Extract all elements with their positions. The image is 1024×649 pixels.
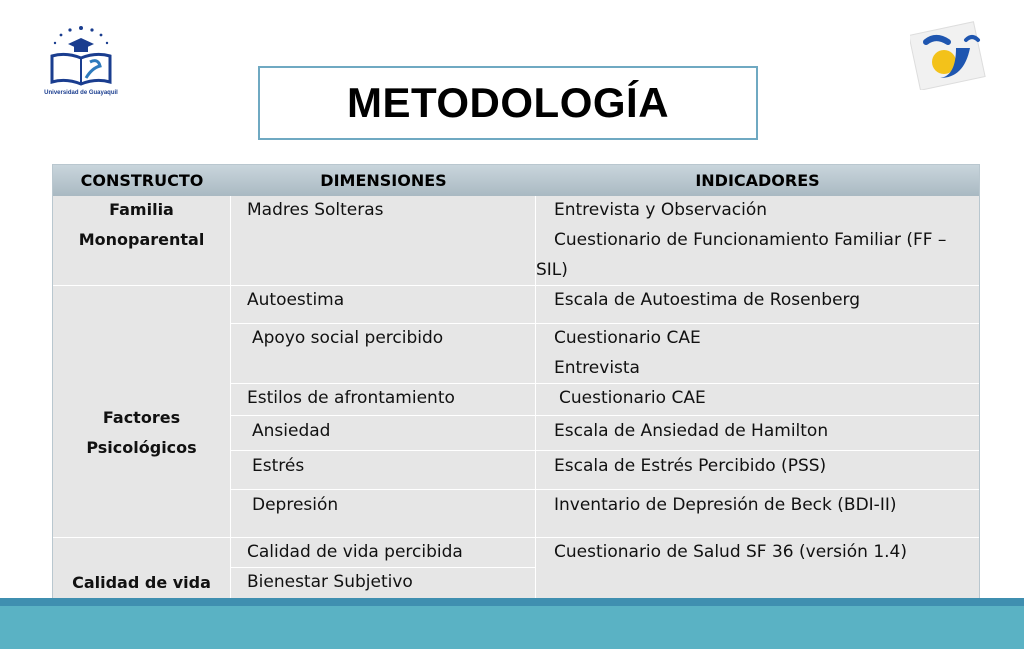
title-box bbox=[258, 66, 758, 140]
construct-line: Monoparental bbox=[78, 230, 205, 249]
dimension-cell bbox=[231, 286, 536, 324]
dimension-cell bbox=[231, 568, 536, 598]
dimension-text: Autoestima bbox=[247, 290, 345, 310]
dimension-text: Estrés bbox=[252, 456, 305, 476]
indicator-text: SIL) bbox=[536, 260, 568, 280]
methodology-table bbox=[52, 164, 980, 599]
dimension-text: Depresión bbox=[252, 495, 339, 515]
indicator-cell bbox=[536, 324, 979, 384]
indicator-text: Cuestionario de Funcionamiento Familiar (FF – bbox=[554, 230, 947, 250]
indicator-cell bbox=[536, 416, 979, 451]
indicator-text: Cuestionario de Salud SF 36 (versión 1.4) bbox=[554, 542, 907, 562]
dimension-text: Ansiedad bbox=[252, 421, 331, 441]
indicator-text: Cuestionario CAE bbox=[554, 328, 701, 348]
construct-familia bbox=[53, 196, 231, 286]
construct-factores bbox=[53, 286, 231, 538]
dimension-cell bbox=[231, 538, 536, 568]
indicator-cell bbox=[536, 538, 979, 598]
page-title: METODOLOGÍA bbox=[346, 79, 670, 126]
footer-band bbox=[0, 606, 1024, 649]
dimension-text: Estilos de afrontamiento bbox=[247, 388, 455, 408]
header-indicadores: INDICADORES bbox=[536, 165, 979, 196]
indicator-text: Entrevista bbox=[554, 358, 640, 378]
construct-line: Factores bbox=[102, 408, 181, 427]
dimension-text: Calidad de vida percibida bbox=[247, 542, 463, 562]
dimension-cell bbox=[231, 490, 536, 538]
indicator-cell bbox=[536, 451, 979, 490]
indicator-cell bbox=[536, 490, 979, 538]
header-constructo: CONSTRUCTO bbox=[53, 165, 232, 196]
indicator-text: Cuestionario CAE bbox=[559, 388, 706, 408]
indicator-text: Entrevista y Observación bbox=[554, 200, 768, 220]
dimension-text: Apoyo social percibido bbox=[252, 328, 444, 348]
construct-line: Calidad de vida bbox=[72, 573, 211, 592]
indicator-cell bbox=[536, 384, 979, 416]
dimension-cell bbox=[231, 451, 536, 490]
indicator-cell bbox=[536, 196, 979, 286]
dimension-text: Madres Solteras bbox=[247, 200, 384, 220]
dimension-cell bbox=[231, 416, 536, 451]
indicator-text: Escala de Estrés Percibido (PSS) bbox=[554, 456, 827, 476]
construct-calidad bbox=[53, 538, 231, 598]
faculty-logo bbox=[910, 20, 992, 90]
indicator-text: Escala de Autoestima de Rosenberg bbox=[554, 290, 861, 310]
footer-stripe bbox=[0, 598, 1024, 606]
indicator-text: Inventario de Depresión de Beck (BDI-II) bbox=[554, 495, 897, 515]
construct-line: Familia bbox=[109, 200, 174, 219]
construct-line: Psicológicos bbox=[86, 438, 197, 457]
indicator-cell bbox=[536, 286, 979, 324]
dimension-cell bbox=[231, 384, 536, 416]
indicator-text: Escala de Ansiedad de Hamilton bbox=[554, 421, 829, 441]
dimension-cell bbox=[231, 196, 536, 286]
university-logo-caption: Universidad de Guayaquil bbox=[44, 90, 118, 96]
dimension-text: Bienestar Subjetivo bbox=[247, 572, 413, 592]
dimension-cell bbox=[231, 324, 536, 384]
header-dimensiones: DIMENSIONES bbox=[231, 165, 537, 196]
